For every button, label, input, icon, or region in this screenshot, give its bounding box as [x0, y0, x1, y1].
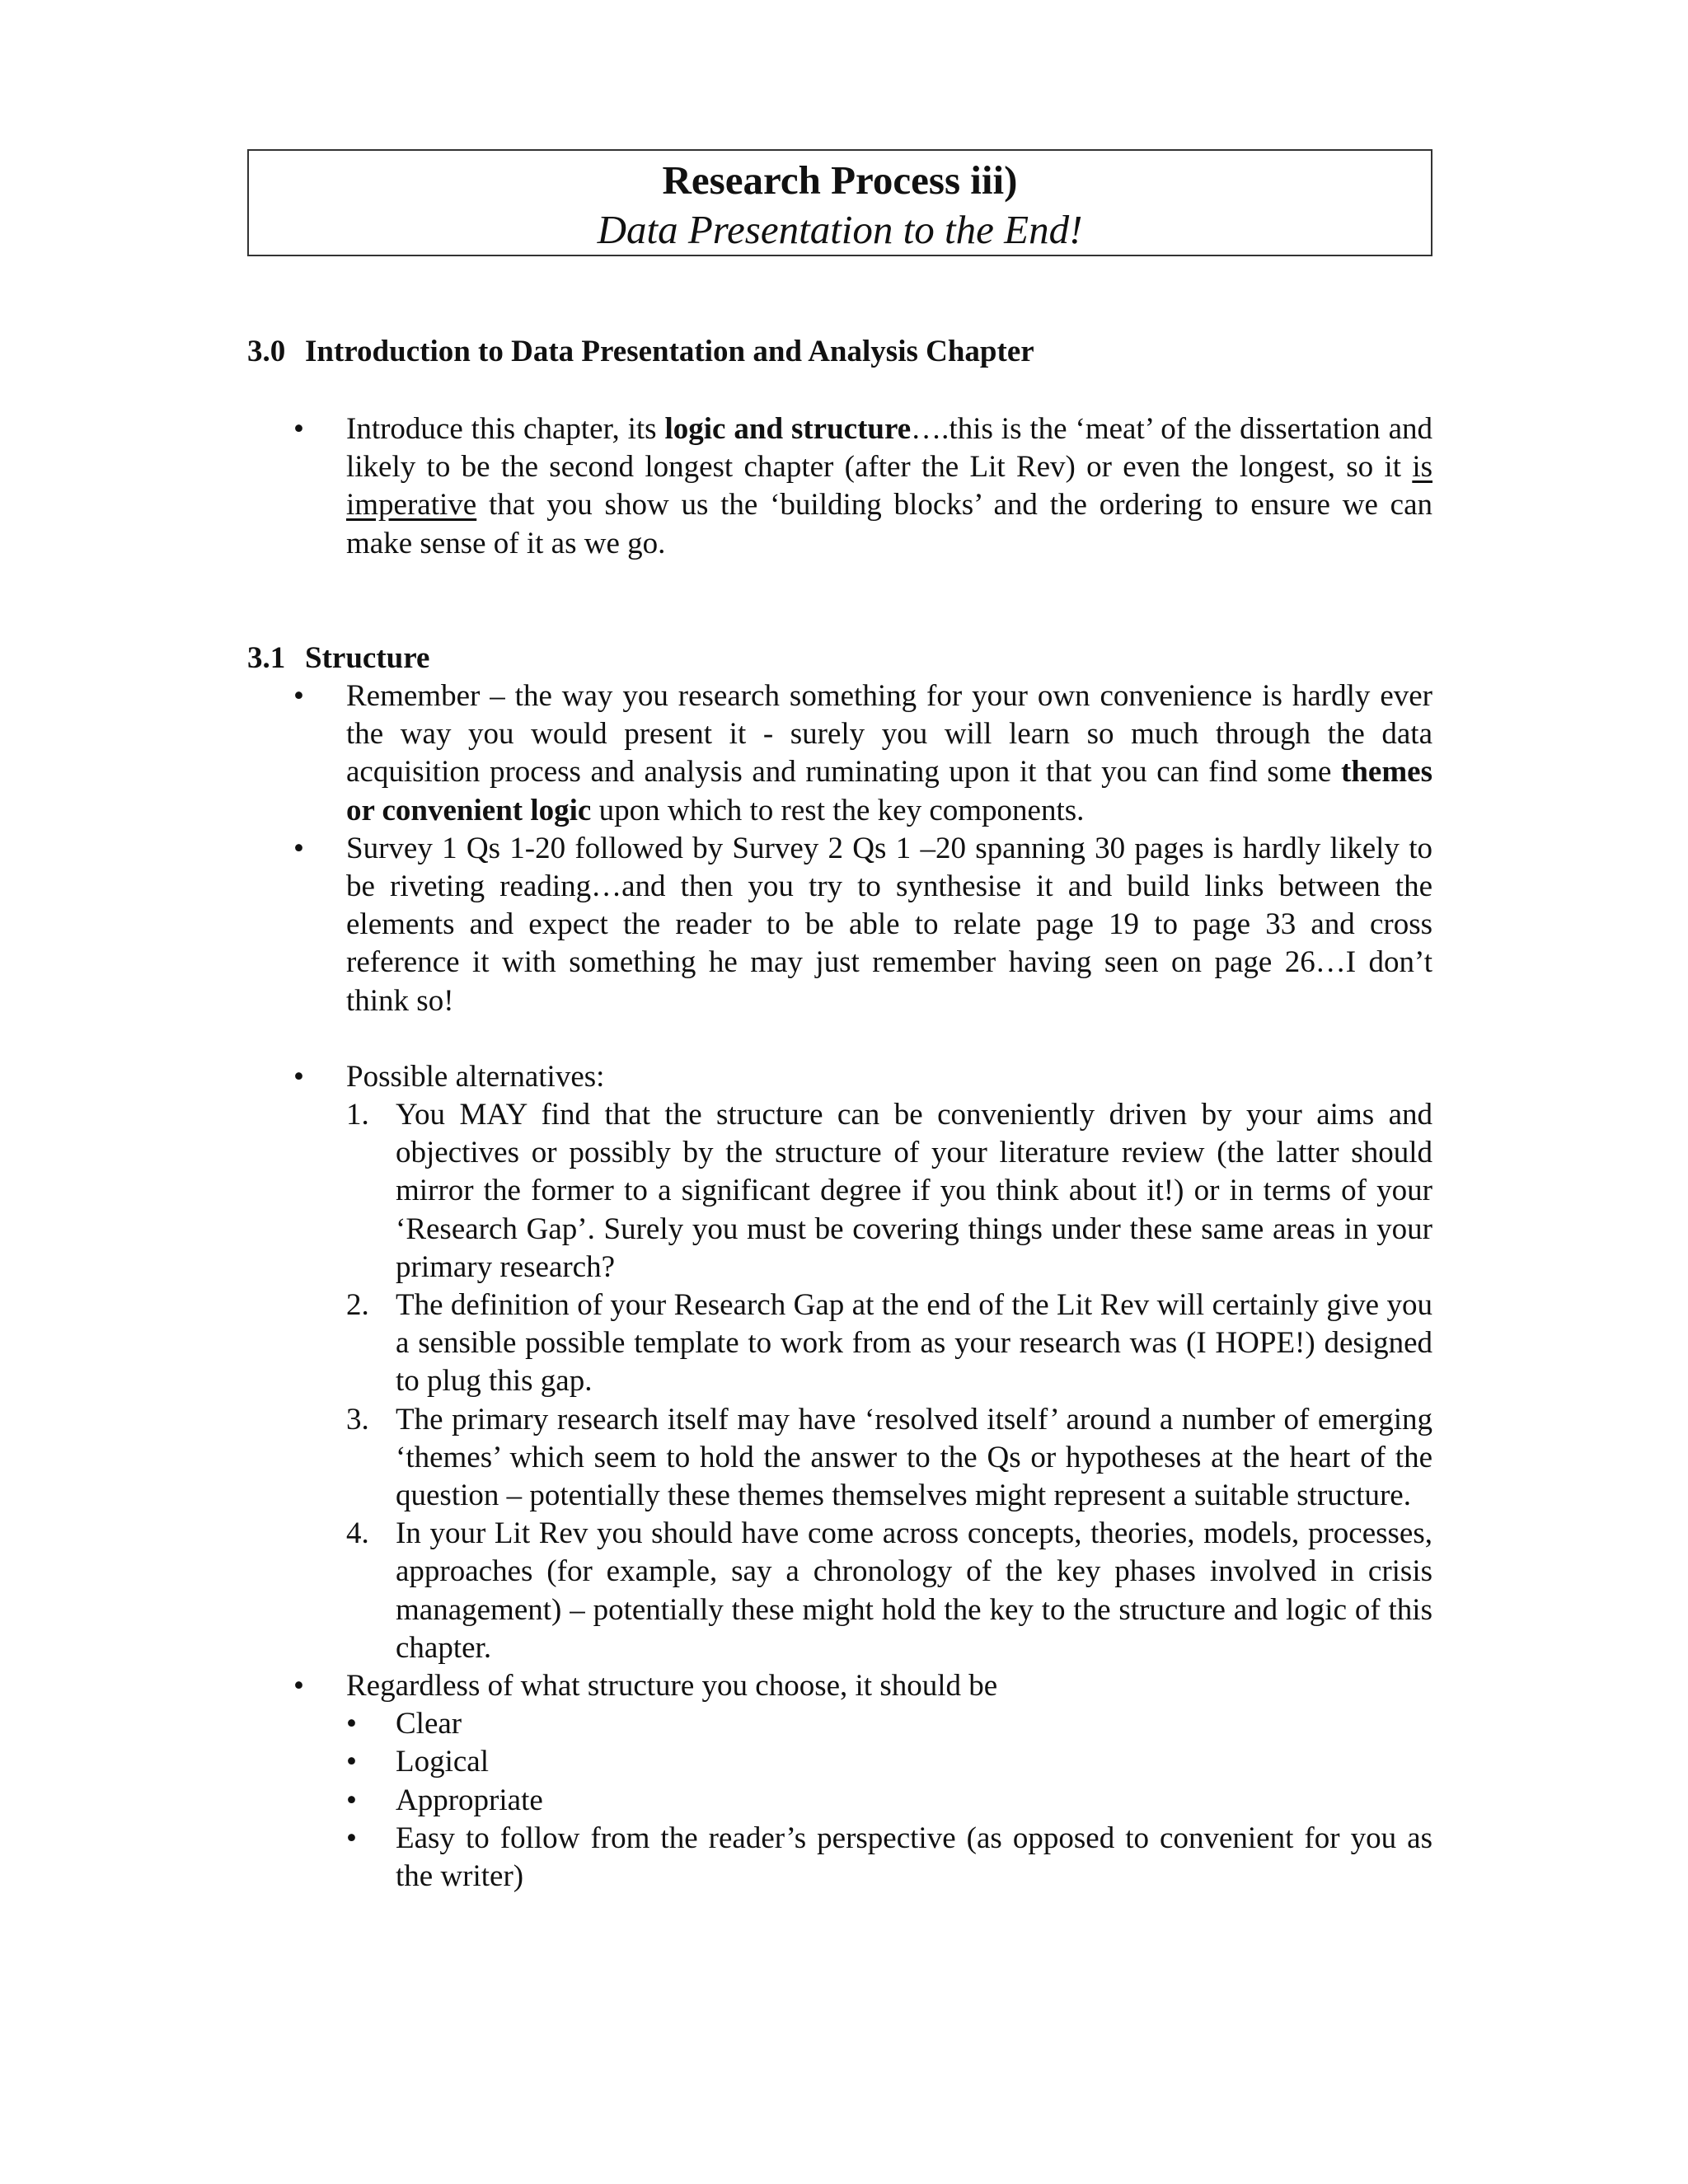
bullet-item	[247, 410, 1432, 563]
numbered-item	[247, 1515, 1432, 1667]
sub-bullet-item	[247, 1705, 1432, 1743]
bullet-item	[247, 830, 1432, 1020]
numbered-item	[247, 1401, 1432, 1516]
text-run: Clear	[396, 1707, 462, 1741]
section-heading-3-1	[247, 640, 429, 677]
section-title: Structure	[305, 641, 430, 675]
text-run: You MAY find that the structure can be conveniently driven by your aims and objectives or possibly by the structure of your literature review (the latter should mirror the former to a significant degree if you think about it!) or in terms of your ‘Research Gap’. Surely you must be covering things under these same areas in your primary research?	[396, 1098, 1432, 1284]
section-title: Introduction to Data Presentation and Analysis Chapter	[305, 335, 1034, 368]
bullet-item	[247, 1667, 1432, 1705]
text-run: In your Lit Rev you should have come across concepts, theories, models, processes, approaches (for example, say a chronology of the key phases involved in crisis management) – potentially these might hold the key to the structure and logic of this chapter.	[396, 1516, 1432, 1665]
section-number: 3.1	[247, 641, 286, 675]
bold-text: themes or convenient logic	[346, 755, 1432, 827]
text-run: Possible alternatives:	[346, 1059, 605, 1094]
text-run: Survey 1 Qs 1-20 followed by Survey 2 Qs 1 –20 spanning 30 pages is hardly likely to be riveting reading…and then you try to synthesise it and build links between the elements and expect the reader to be able to relate page 19 to page 33 and cross reference it with something he may just remember having seen on page 26…I don’t think so!	[346, 831, 1432, 1018]
item-number: 4.	[346, 1516, 369, 1551]
item-number: 3.	[346, 1402, 369, 1436]
text-run: upon which to rest the key components.	[591, 793, 1085, 827]
sub-bullet-item	[247, 1820, 1432, 1896]
sub-bullet-item	[247, 1743, 1432, 1781]
text-run: The definition of your Research Gap at the end of the Lit Rev will certainly give you a sensible possible template to work from as your research was (I HOPE!) designed to plug this gap.	[396, 1288, 1432, 1399]
bullet-item	[247, 1058, 1432, 1096]
text-run: that you show us the ‘building blocks’ and the ordering to ensure we can make sense of it as we go.	[346, 488, 1432, 560]
document-title: Research Process iii)	[662, 157, 1018, 203]
numbered-item	[247, 1286, 1432, 1401]
bullet-icon: •	[346, 1783, 357, 1817]
text-run: Appropriate	[396, 1783, 543, 1817]
section-3-1-body	[247, 677, 1432, 1896]
text-run: Logical	[396, 1745, 490, 1779]
bullet-icon: •	[346, 1745, 357, 1779]
bullet-item	[247, 677, 1432, 830]
text-run: Regardless of what structure you choose, it should be	[346, 1669, 998, 1704]
spacer	[247, 1020, 1432, 1058]
text-run: The primary research itself may have ‘resolved itself’ around a number of emerging ‘themes’ which seem to hold the answer to the Qs or hypotheses at the heart of the question – potentially these themes themselves might represent a suitable structure.	[396, 1402, 1432, 1513]
text-run: Easy to follow from the reader’s perspective (as opposed to convenient for you as the writer)	[396, 1821, 1432, 1894]
numbered-item	[247, 1096, 1432, 1286]
title-box	[247, 149, 1432, 256]
bullet-icon: •	[293, 412, 304, 446]
text-run: ….this is the ‘meat’ of the dissertation and likely to be the second longest chapter (after the Lit Rev) or even the longest, so it	[346, 412, 1432, 485]
bullet-icon: •	[293, 679, 304, 713]
bullet-icon: •	[293, 1669, 304, 1704]
bullet-icon: •	[293, 1059, 304, 1094]
bullet-icon: •	[293, 831, 304, 865]
text-run: Introduce this chapter, its	[346, 412, 665, 446]
section-3-0-body	[247, 410, 1432, 563]
section-number: 3.0	[247, 335, 286, 368]
bullet-icon: •	[346, 1821, 357, 1855]
document-subtitle: Data Presentation to the End!	[597, 207, 1083, 252]
item-number: 1.	[346, 1098, 369, 1132]
text-run: Remember – the way you research something for your own convenience is hardly ever the way you would present it - surely you will learn so much through the data acquisition process and analysis and ruminating upon it that you can find some	[346, 679, 1432, 790]
item-number: 2.	[346, 1288, 369, 1323]
bold-text: logic and structure	[664, 412, 912, 446]
underlined-text: is imperative	[346, 450, 1432, 523]
section-heading-3-0	[247, 333, 1034, 371]
sub-bullet-item	[247, 1782, 1432, 1820]
bullet-icon: •	[346, 1707, 357, 1741]
